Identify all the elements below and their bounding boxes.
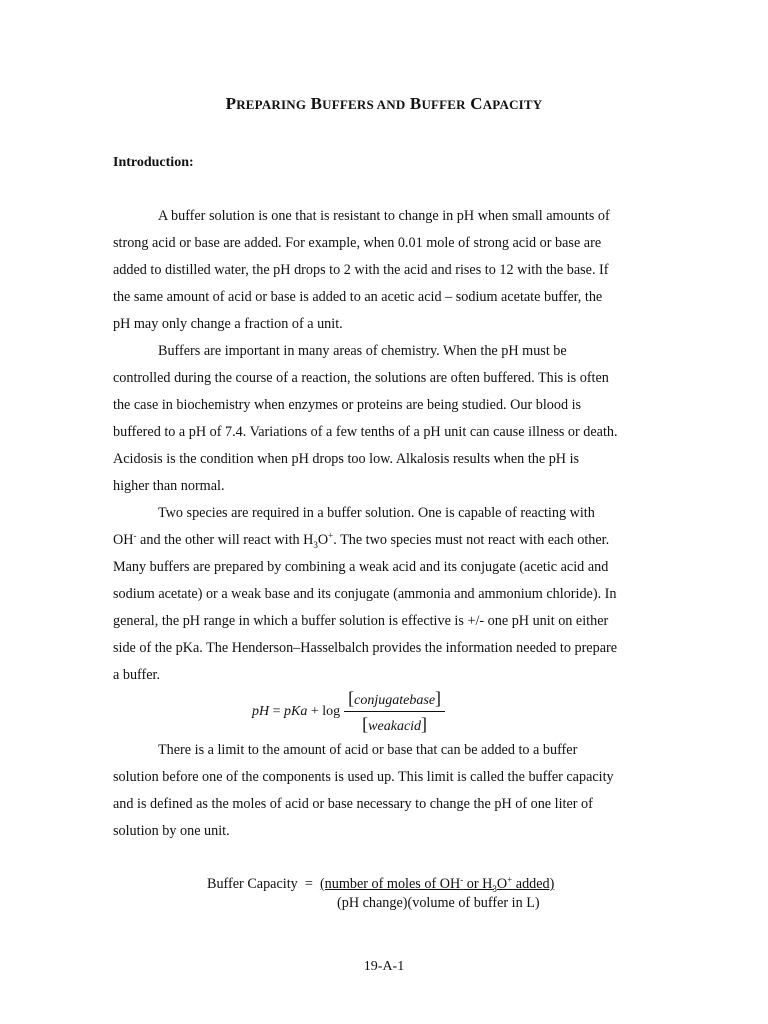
buffer-capacity-formula: Buffer Capacity = (number of moles of OH- or $H_3O^+$ added) (pH change)(volume of buffer in L) bbox=[207, 874, 555, 911]
text-line: controlled during the course of a reaction, the solutions are often buffered. This is often bbox=[113, 370, 609, 386]
text-line: OH- and the other will react with $H_3O^+$. The two species must not react with each other. bbox=[113, 530, 610, 550]
text-line: added to distilled water, the pH drops to 2 with the acid and rises to 12 with the base. If bbox=[113, 262, 609, 278]
text-line: the case in biochemistry when enzymes or proteins are being studied. Our blood is bbox=[113, 397, 582, 413]
section-heading: Introduction: bbox=[113, 155, 194, 170]
text-line: Two species are required in a buffer solution. One is capable of reacting with bbox=[158, 505, 595, 521]
text-line: general, the pH range in which a buffer solution is effective is +/- one pH unit on either bbox=[113, 613, 609, 629]
text-line: Acidosis is the condition when pH drops too low. Alkalosis results when the pH is bbox=[113, 451, 580, 467]
text-line: A buffer solution is one that is resistant to change in pH when small amounts of bbox=[158, 208, 610, 224]
equation-denominator: [weakacid] bbox=[362, 714, 428, 734]
text-line: There is a limit to the amount of acid or base that can be added to a buffer bbox=[158, 742, 578, 758]
text-line: buffered to a pH of 7.4. Variations of a few tenths of a pH unit can cause illness or death. bbox=[113, 424, 618, 440]
text-line: solution by one unit. bbox=[113, 823, 230, 839]
text-line: Many buffers are prepared by combining a weak acid and its conjugate (acetic acid and bbox=[113, 559, 609, 575]
page-title: PREPARING BUFFERS AND BUFFER CAPACITY bbox=[225, 94, 543, 113]
text-line: Buffers are important in many areas of chemistry. When the pH must be bbox=[158, 343, 567, 359]
text-line: side of the pKa. The Henderson–Hasselbalch provides the information needed to prepare bbox=[113, 640, 618, 656]
text-line: a buffer. bbox=[113, 667, 161, 683]
henderson-hasselbalch-equation: pH = pKa + log $\frac{\text{[conjugatebase]}}{\text{[weakacid]}}$ bbox=[252, 688, 445, 735]
text-line: sodium acetate) or a weak base and its conjugate (ammonia and ammonium chloride). In bbox=[113, 586, 617, 602]
text-line: and is defined as the moles of acid or base necessary to change the pH of one liter of bbox=[113, 796, 593, 812]
paragraph-capacity bbox=[113, 737, 658, 845]
text-line: higher than normal. bbox=[113, 478, 225, 494]
formula-denominator: (pH change)(volume of buffer in L) bbox=[337, 895, 540, 911]
formula-numerator: (number of moles of OH- or $H_3O^+$ added) bbox=[319, 874, 555, 894]
text-line: solution before one of the components is used up. This limit is called the buffer capacity bbox=[113, 769, 614, 785]
text-line: strong acid or base are added. For example, when 0.01 mole of strong acid or base are bbox=[113, 235, 602, 251]
page-number: 19-A-1 bbox=[363, 959, 405, 974]
equation-numerator: [conjugatebase] bbox=[344, 688, 445, 712]
text-line: pH may only change a fraction of a unit. bbox=[113, 316, 343, 332]
equation-fraction bbox=[344, 688, 445, 735]
paragraph-importance bbox=[113, 338, 658, 500]
text-line: the same amount of acid or base is added to an acetic acid – sodium acetate buffer, the bbox=[113, 289, 603, 305]
paragraph-intro bbox=[113, 203, 658, 338]
paragraph-species bbox=[113, 500, 658, 689]
